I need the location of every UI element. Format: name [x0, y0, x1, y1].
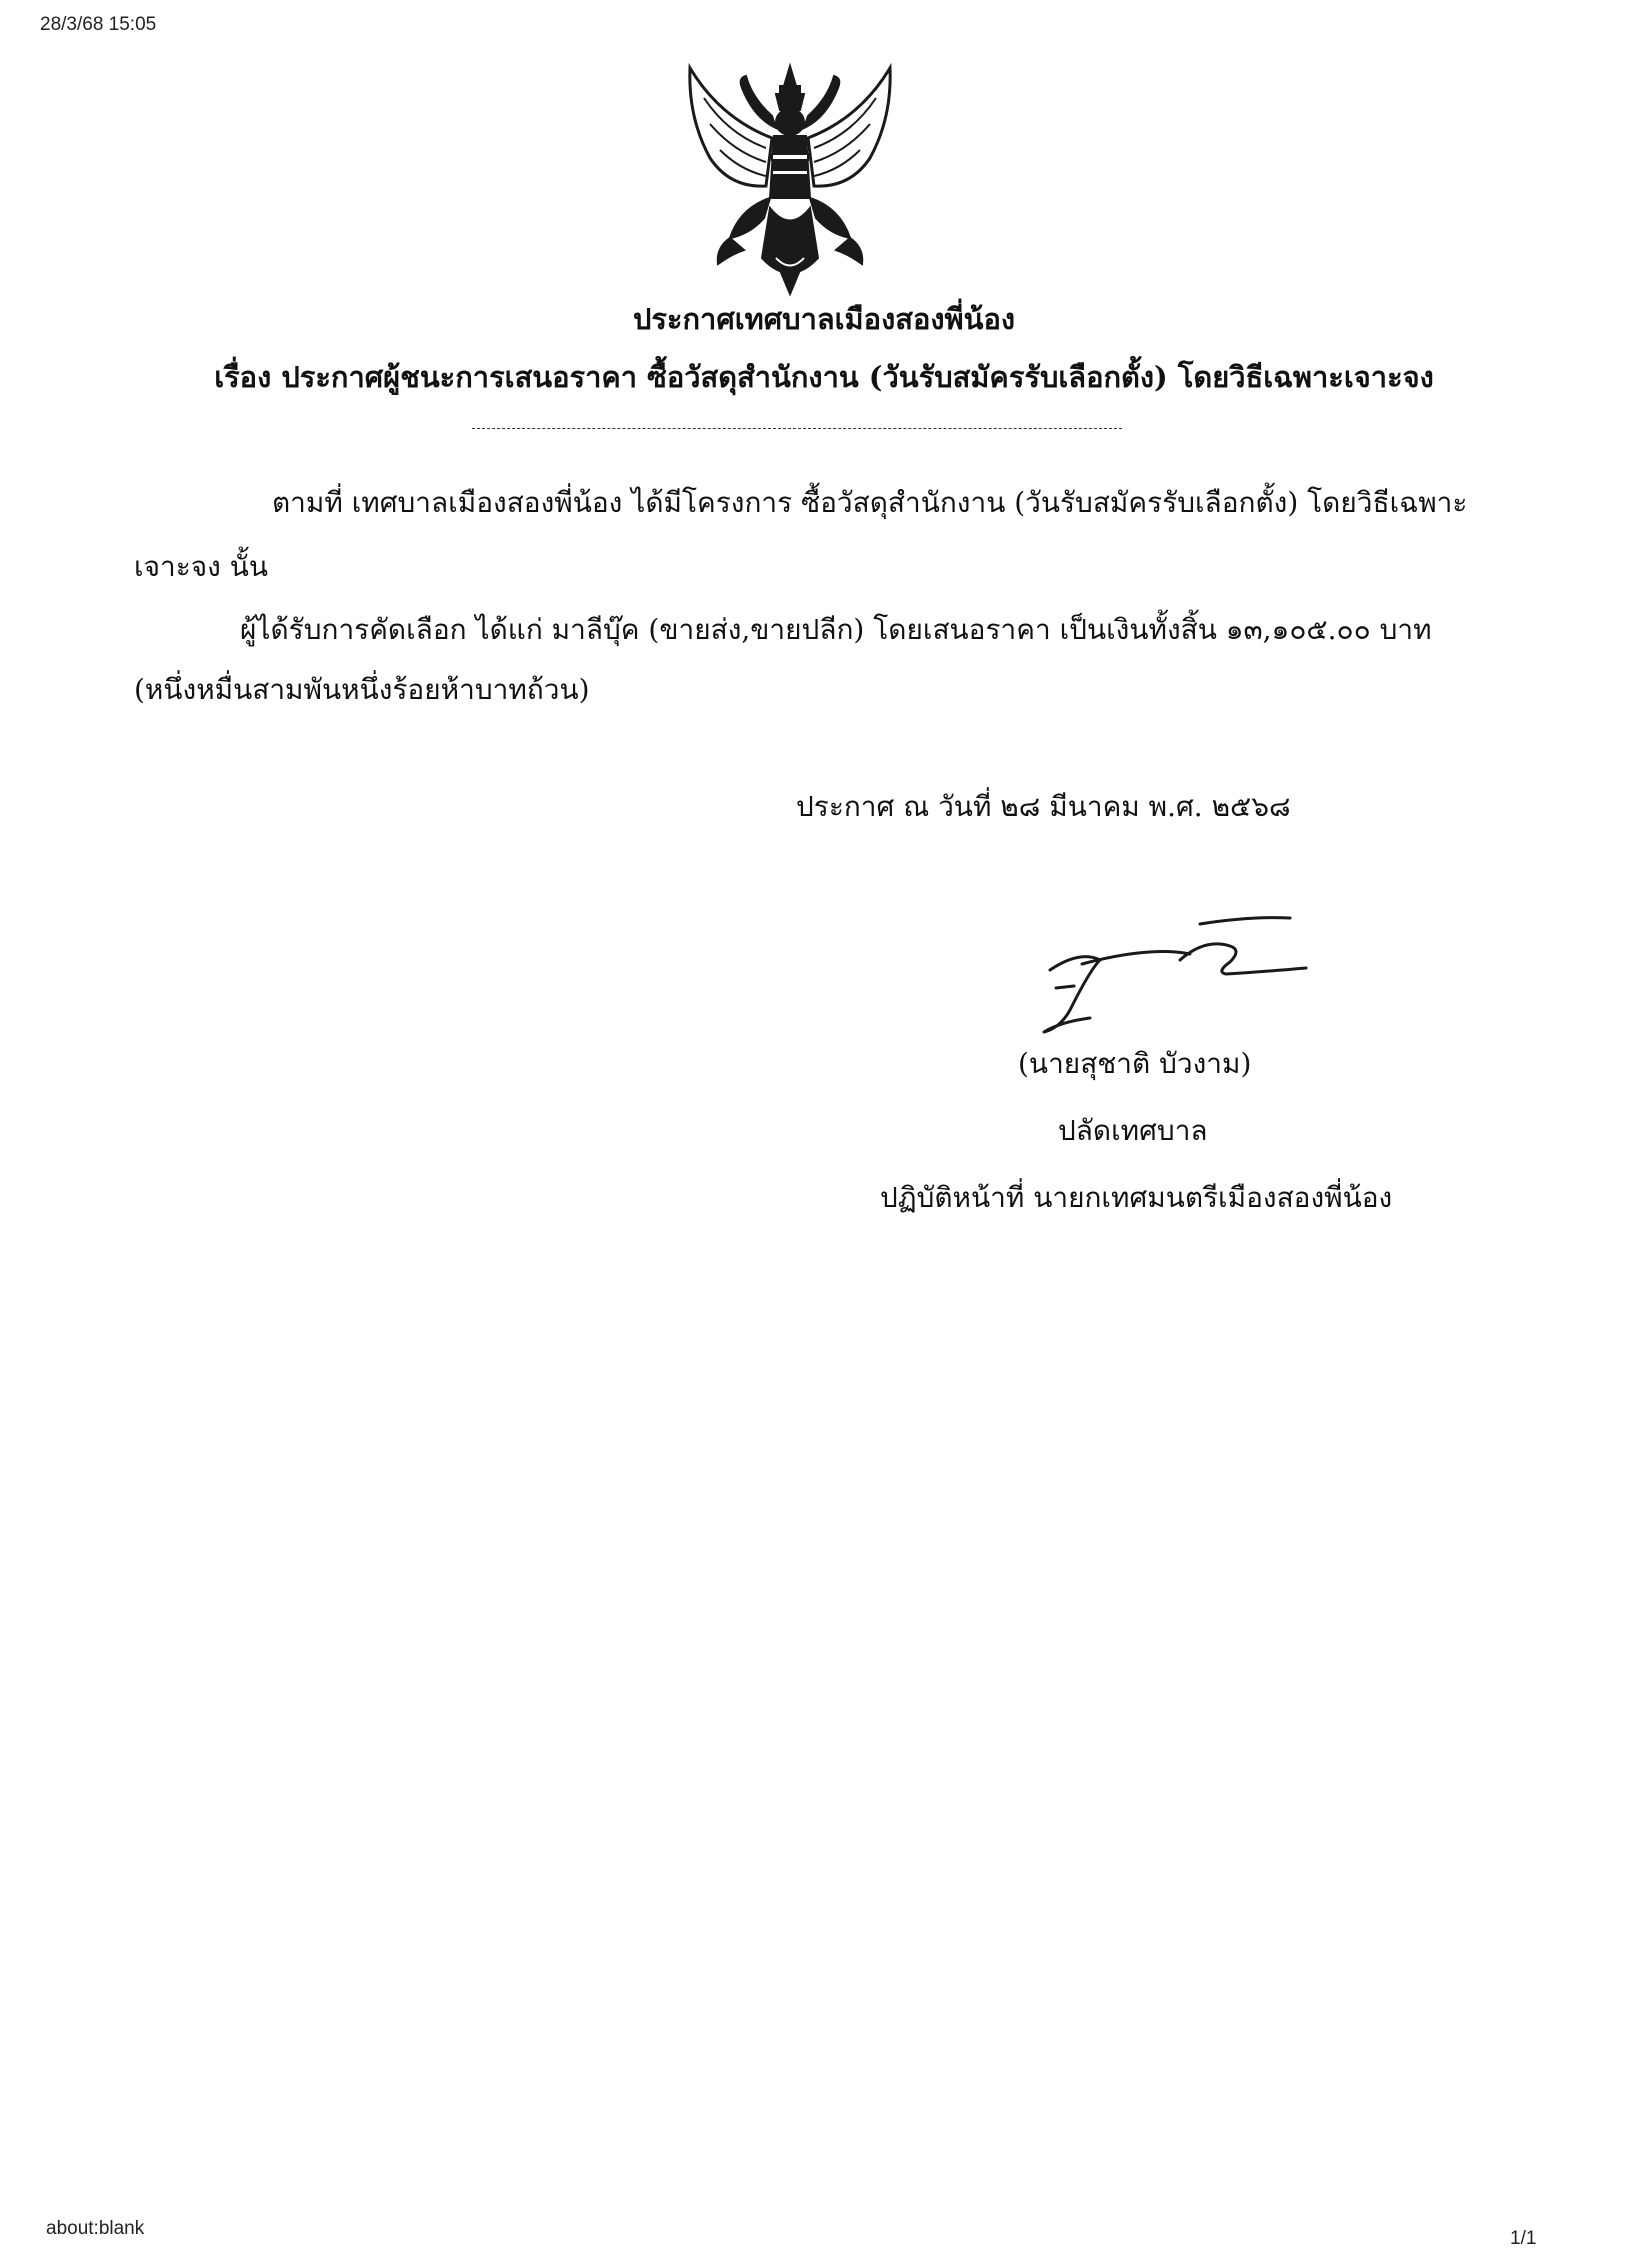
announce-date: ประกาศ ณ วันที่ ๒๘ มีนาคม พ.ศ. ๒๕๖๘ — [796, 790, 1291, 823]
signatory-name: (นายสุชาติ บัวงาม) — [1018, 1047, 1252, 1080]
paragraph-2-line-1: ผู้ได้รับการคัดเลือก ได้แก่ มาลีบุ๊ค (ขายส่ง,ขายปลีก) โดยเสนอราคา เป็นเงินทั้งสิ้น ๑๓,๑๐๕.๐๐ บาท — [240, 613, 1432, 646]
title-divider — [472, 428, 1122, 429]
paragraph-1-line-1: ตามที่ เทศบาลเมืองสองพี่น้อง ได้มีโครงการ ซื้อวัสดุสำนักงาน (วันรับสมัครรับเลือกตั้ง) โดยวิธีเฉพาะ — [272, 486, 1468, 519]
document-title: ประกาศเทศบาลเมืองสองพี่น้อง — [632, 302, 1016, 336]
garuda-emblem-icon — [680, 58, 900, 298]
paragraph-1-line-2: เจาะจง นั้น — [134, 550, 268, 583]
handwritten-signature — [1030, 910, 1330, 1040]
print-timestamp: 28/3/68 15:05 — [40, 14, 157, 35]
signatory-acting-position: ปฏิบัติหน้าที่ นายกเทศมนตรีเมืองสองพี่น้อง — [880, 1181, 1393, 1214]
print-page-number: 1/1 — [1510, 2228, 1537, 2249]
print-url: about:blank — [46, 2218, 145, 2239]
document-subject: เรื่อง ประกาศผู้ชนะการเสนอราคา ซื้อวัสดุสำนักงาน (วันรับสมัครรับเลือกตั้ง) โดยวิธีเฉพาะเจาะจง — [214, 360, 1434, 394]
paragraph-2-line-2: (หนึ่งหมื่นสามพันหนึ่งร้อยห้าบาทถ้วน) — [134, 673, 590, 706]
signatory-position: ปลัดเทศบาล — [1058, 1114, 1208, 1147]
